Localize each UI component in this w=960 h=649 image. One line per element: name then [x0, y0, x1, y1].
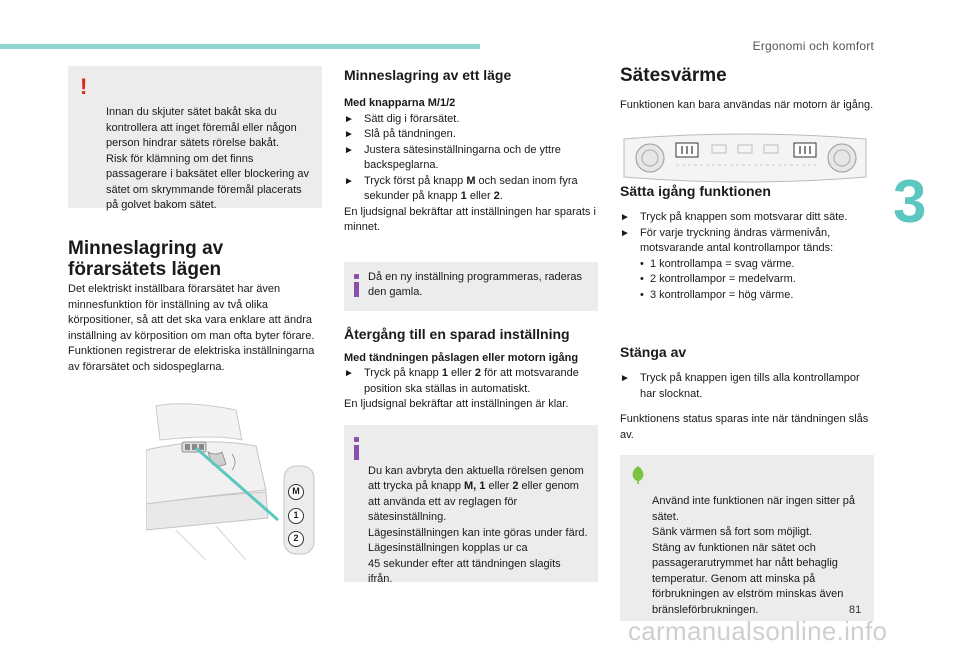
- recall-subhead: Med tändningen påslagen eller motorn igång: [344, 351, 579, 364]
- store-confirm: En ljudsignal bekräftar att inställningen har sparats i minnet.: [344, 205, 596, 233]
- memory-heading: Minneslagring av förarsätets lägen: [68, 238, 224, 280]
- store-step: ► Sätt dig i förarsätet.: [344, 112, 598, 128]
- eco-box: Använd inte funktionen när ingen sitter på sätet. Sänk värmen så fort som möjligt. Stäng av funktionen när sätet och passagerarutrymmet har nått behaglig temperatur. Genom att minska på förbrukningen av elström minskas även bränsleförbrukningen.: [620, 455, 874, 621]
- column-right: [620, 66, 874, 114]
- page-number: 81: [849, 604, 862, 616]
- info-box-cancel: Du kan avbryta den aktuella rörelsen genom att trycka på knapp M, 1 eller 2 eller genom att använda ett av reglagen för sätesinställning. Lägesinställningen kan inte göras under färd. Lägesinställningen kopplas ur ca 45 sekunder efter att tändningen slagits ifrån.: [344, 425, 598, 582]
- warning-box: [68, 66, 322, 211]
- store-step: ► Tryck först på knapp M och sedan inom fyra sekunder på knapp 1 eller 2.: [344, 174, 578, 202]
- heating-levels: [620, 257, 874, 304]
- arrow-icon: ►: [344, 175, 354, 187]
- watermark: carmanualsonline.info: [628, 616, 888, 646]
- section-title: Ergonomi och komfort: [752, 39, 874, 53]
- heating-heading: Sätesvärme: [620, 65, 727, 86]
- arrow-icon: ►: [620, 227, 630, 239]
- eco-leaf-icon: [630, 465, 646, 485]
- column-left: [68, 66, 322, 375]
- info-icon: [354, 274, 359, 298]
- info-box-overwrite: Då en ny inställning programmeras, raderas den gamla.: [344, 262, 598, 311]
- memory-button-2: 2: [288, 531, 304, 547]
- arrow-icon: ►: [344, 144, 354, 156]
- arrow-icon: ►: [344, 113, 354, 125]
- heating-level: • 3 kontrollampor = hög värme.: [640, 288, 874, 304]
- recall-confirm: En ljudsignal bekräftar att inställningen är klar.: [344, 398, 569, 410]
- memory-button-1: 1: [288, 508, 304, 524]
- heating-off-step: ► Tryck på knappen igen tills alla kontrollampor har slocknat.: [620, 372, 860, 400]
- column-middle: [344, 66, 598, 585]
- recall-steps: [344, 366, 598, 397]
- recall-step: ► Tryck på knapp 1 eller 2 för att motsvarande position ska ställas in automatiskt.: [344, 367, 579, 395]
- seat-heating-panel-illustration: [620, 131, 870, 185]
- heating-level: • 1 kontrollampa = svag värme.: [640, 257, 874, 273]
- heating-intro: Funktionen kan bara användas när motorn är igång.: [620, 99, 874, 111]
- heating-off-steps: [620, 371, 874, 402]
- recall-heading: Återgång till en sparad inställning: [344, 325, 570, 342]
- heating-on-section: [620, 182, 874, 621]
- arrow-icon: ►: [344, 368, 354, 379]
- info-icon: [354, 437, 359, 461]
- heating-on-steps: [620, 210, 874, 257]
- arrow-icon: ►: [620, 212, 630, 223]
- memory-body: Det elektriskt inställbara förarsätet har även minnesfunktion för inställning av två olika körpositioner, så att det ska vara enklare att ändra inställning av körposition om man ofta byter förare. Funktionen registrerar de elektriska inställningarna av förarsätet och sidospeglarna.: [68, 283, 315, 373]
- warning-icon: !: [80, 74, 88, 99]
- arrow-icon: ►: [620, 373, 630, 384]
- store-subhead: Med knapparna M/1/2: [344, 97, 456, 109]
- store-step: ► Justera sätesinställningarna och de yttre backspeglarna.: [344, 143, 561, 171]
- heating-level: • 2 kontrollampor = medelvarm.: [640, 272, 874, 288]
- warning-text: Innan du skjuter sätet bakåt ska du kontrollera att inget föremål eller någon person hindrar sätets rörelse bakåt. Risk för klämning om det finns passagerare i baksätet eller blockering av sätet om skrymmande föremål placerats på golvet bakom sätet.: [106, 106, 310, 211]
- heating-off-heading: Stänga av: [620, 344, 687, 360]
- memory-button-m: M: [288, 484, 304, 500]
- header-accent-bar: [0, 44, 480, 49]
- heating-status-note: Funktionens status sparas inte när tändningen slås av.: [620, 413, 869, 441]
- store-heading: Minneslagring av ett läge: [344, 67, 512, 83]
- store-step: ► Slå på tändningen.: [344, 127, 598, 143]
- store-steps: [344, 112, 598, 205]
- chapter-number: 3: [893, 168, 927, 235]
- heating-step: ► Tryck på knappen som motsvarar ditt säte.: [620, 210, 874, 226]
- arrow-icon: ►: [344, 129, 354, 140]
- heating-step: ► För varje tryckning ändras värmenivån, motsvarande antal kontrollampor tänds:: [620, 226, 834, 254]
- heating-on-heading: Sätta igång funktionen: [620, 183, 771, 199]
